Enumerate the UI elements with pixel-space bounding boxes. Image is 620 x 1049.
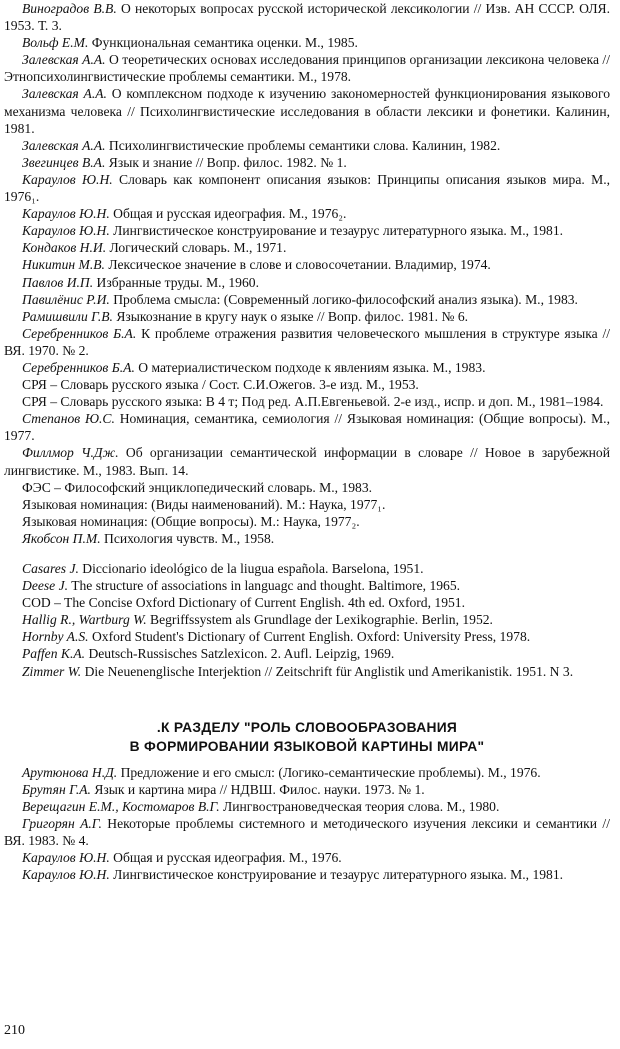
- entry-author: Якобсон П.М.: [22, 530, 101, 546]
- bibliography-foreign: [4, 560, 610, 680]
- entry-text: The structure of associations in languagc and thought. Baltimore, 1965.: [68, 578, 461, 594]
- entry-author: Караулов Ю.Н.: [22, 171, 113, 187]
- entry-text: Об организации семантической информации в словаре // Новое в зарубежной лингвистике. М., 1983. Вып. 14.: [4, 445, 610, 478]
- bibliography-entry: [4, 410, 610, 444]
- bibliography-entry: [4, 0, 610, 34]
- entry-text: Языковая номинация: (Общие вопросы). М.: Наука, 1977₂.: [22, 513, 360, 529]
- entry-author: Степанов Ю.С.: [22, 411, 115, 427]
- bibliography-entry: [4, 222, 610, 239]
- entry-text: Психология чувств. М., 1958.: [100, 530, 275, 546]
- bibliography-entry: [4, 85, 610, 136]
- bibliography-section-2: [4, 764, 610, 884]
- entry-text: Лингвистическое конструирование и тезаурус литературного языка. М., 1981.: [109, 867, 564, 883]
- entry-author: Серебренников Б.А.: [22, 359, 135, 375]
- entry-text: COD – The Concise Oxford Dictionary of Current English. 4th ed. Oxford, 1951.: [22, 595, 465, 611]
- entry-author: Брутян Г.А.: [22, 781, 91, 797]
- bibliography-entry: [4, 866, 610, 883]
- bibliography-entry: [4, 51, 610, 85]
- bibliography-entry: [4, 325, 610, 359]
- entry-text: Логический словарь. М., 1971.: [106, 240, 287, 256]
- entry-text: Языковая номинация: (Виды наименований). М.: Наука, 1977₁.: [22, 496, 386, 512]
- entry-text: Избранные труды. М., 1960.: [93, 274, 259, 290]
- entry-text: Общая и русская идеография. М., 1976₂.: [109, 206, 347, 222]
- bibliography-entry: [4, 274, 610, 291]
- bibliography-entry: [4, 764, 610, 781]
- bibliography-russian: [4, 0, 610, 547]
- bibliography-entry: [4, 34, 610, 51]
- entry-text: Предложение и его смысл: (Логико-семантические проблемы). М., 1976.: [117, 764, 541, 780]
- entry-text: Некоторые проблемы системного и методического изучения лексики и семантики // ВЯ. 1983. № 4.: [4, 815, 610, 849]
- section-heading-line-2: В ФОРМИРОВАНИИ ЯЗЫКОВОЙ КАРТИНЫ МИРА": [129, 738, 485, 754]
- entry-author: Paffen K.A.: [22, 646, 86, 662]
- entry-text: СРЯ – Словарь русского языка / Сост. С.И.Ожегов. 3-е изд. М., 1953.: [22, 377, 419, 393]
- entry-author: Караулов Ю.Н.: [22, 223, 110, 239]
- entry-text: О теоретических основах исследования принципов организации лексикона человека // Этнопсихолингвистические проблемы семантики. М., 1978.: [4, 52, 610, 85]
- entry-text: О комплексном подходе к изучению закономерностей функционирования языкового механизма человека // Психолингвистические исследования в области лексики и фонетики. Калинин, 1981.: [4, 86, 610, 136]
- entry-author: Рамишвили Г.В.: [22, 308, 113, 324]
- entry-author: Верещагин Е.М., Костомаров В.Г.: [22, 798, 220, 814]
- bibliography-entry: [4, 645, 610, 662]
- entry-text: Oxford Student's Dictionary of Current English. Oxford: University Press, 1978.: [88, 629, 531, 645]
- entry-author: Павлов И.П.: [22, 274, 94, 290]
- bibliography-entry: [4, 479, 610, 496]
- bibliography-entry: [4, 577, 610, 594]
- entry-text: Языкознание в кругу наук о языке // Вопр. филос. 1981. № 6.: [112, 308, 469, 324]
- entry-text: ФЭС – Философский энциклопедический словарь. М., 1983.: [22, 479, 373, 495]
- entry-author: Кондаков Н.И.: [22, 240, 107, 256]
- entry-author: Deese J.: [22, 578, 69, 594]
- entry-author: Караулов Ю.Н.: [22, 867, 110, 883]
- entry-text: Функциональная семантика оценки. М., 1985.: [88, 35, 358, 51]
- entry-text: Язык и знание // Вопр. филос. 1982. № 1.: [105, 154, 347, 170]
- entry-text: Проблема смысла: (Современный логико-философский анализ языка). М., 1983.: [109, 291, 578, 307]
- section-heading: [4, 718, 610, 756]
- entry-author: Караулов Ю.Н.: [22, 206, 110, 222]
- bibliography-entry: [4, 239, 610, 256]
- bibliography-entry: [4, 513, 610, 530]
- bibliography-entry: [4, 798, 610, 815]
- bibliography-entry: [4, 256, 610, 273]
- bibliography-entry: [4, 781, 610, 798]
- entry-author: Casares J.: [22, 561, 79, 576]
- entry-author: Hornby A.S.: [22, 629, 89, 645]
- bibliography-entry: [4, 205, 610, 222]
- bibliography-entry: [4, 444, 610, 478]
- entry-author: Серебренников Б.А.: [22, 325, 137, 341]
- bibliography-entry: [4, 308, 610, 325]
- bibliography-entry: [4, 291, 610, 308]
- entry-text: Лексическое значение в слове и словосочетании. Владимир, 1974.: [104, 257, 491, 273]
- entry-text: Begriffssystem als Grundlage der Lexikographie. Berlin, 1952.: [146, 612, 493, 628]
- bibliography-entry: [4, 137, 610, 154]
- bibliography-entry: [4, 376, 610, 393]
- entry-text: К проблеме отражения развития человеческого мышления в структуре языка // ВЯ. 1970. № 2.: [4, 325, 610, 358]
- bibliography-entry: [4, 560, 610, 577]
- entry-text: Общая и русская идеография. М., 1976.: [109, 850, 342, 866]
- bibliography-entry: [4, 530, 610, 547]
- bibliography-entry: [4, 171, 610, 205]
- entry-author: Григорян А.Г.: [22, 815, 102, 831]
- bibliography-entry: [4, 496, 610, 513]
- bibliography-entry: [4, 663, 610, 680]
- page-number: 210: [4, 1023, 25, 1038]
- entry-author: Залевская А.А.: [22, 52, 106, 68]
- entry-author: Zimmer W.: [22, 663, 82, 679]
- bibliography-entry: [4, 611, 610, 628]
- entry-text: Die Neuenenglische Interjektion // Zeitschrift für Anglistik und Amerikanistik. 1951. N 3.: [81, 663, 574, 679]
- entry-author: Филлмор Ч.Дж.: [22, 445, 119, 461]
- bibliography-entry: [4, 849, 610, 866]
- entry-author: Залевская А.А.: [22, 86, 107, 102]
- entry-author: Арутюнова Н.Д.: [22, 764, 118, 780]
- section-heading-line-1: .К РАЗДЕЛУ "РОЛЬ СЛОВООБРАЗОВАНИЯ: [156, 719, 458, 735]
- entry-author: Звегинцев В.А.: [22, 154, 106, 170]
- entry-text: Diccionario ideológico de la liugua española. Barselona, 1951.: [78, 561, 424, 576]
- entry-text: Язык и картина мира // НДВШ. Филос. науки. 1973. № 1.: [90, 781, 425, 797]
- entry-author: Виноградов В.В.: [22, 1, 117, 16]
- section-gap: [4, 680, 610, 718]
- bibliography-entry: [4, 393, 610, 410]
- section-gap: [4, 547, 610, 560]
- entry-text: Словарь как компонент описания языков: Принципы описания языков мира. М., 1976₁.: [4, 171, 610, 205]
- bibliography-entry: [4, 628, 610, 645]
- entry-author: Вольф Е.М.: [22, 35, 89, 51]
- entry-text: Психолингвистические проблемы семантики слова. Калинин, 1982.: [105, 137, 501, 153]
- entry-author: Никитин М.В.: [22, 257, 105, 273]
- entry-author: Залевская А.А.: [22, 137, 106, 153]
- entry-text: Номинация, семантика, семиология // Языковая номинация: (Общие вопросы). М., 1977.: [4, 411, 610, 444]
- entry-text: О материалистическом подходе к явлениям языка. М., 1983.: [134, 359, 486, 375]
- bibliography-entry: [4, 359, 610, 376]
- bibliography-entry: [4, 154, 610, 171]
- entry-author: Hallig R., Wartburg W.: [22, 612, 147, 628]
- entry-text: Лингвострановедческая теория слова. М., 1980.: [219, 798, 500, 814]
- entry-author: Караулов Ю.Н.: [22, 850, 110, 866]
- entry-text: СРЯ – Словарь русского языка: В 4 т; Под ред. А.П.Евгеньевой. 2-е изд., испр. и доп. М., 1981–1984.: [22, 394, 604, 410]
- entry-text: Deutsch-Russisches Satzlexicon. 2. Aufl. Leipzig, 1969.: [85, 646, 395, 662]
- entry-text: Лингвистическое конструирование и тезаурус литературного языка. М., 1981.: [109, 223, 564, 239]
- entry-text: О некоторых вопросах русской исторической лексикологии // Изв. АН СССР. ОЛЯ. 1953. Т. 3.: [4, 1, 611, 34]
- bibliography-entry: [4, 594, 610, 611]
- entry-author: Павилёнис Р.И.: [22, 291, 110, 307]
- bibliography-entry: [4, 815, 610, 849]
